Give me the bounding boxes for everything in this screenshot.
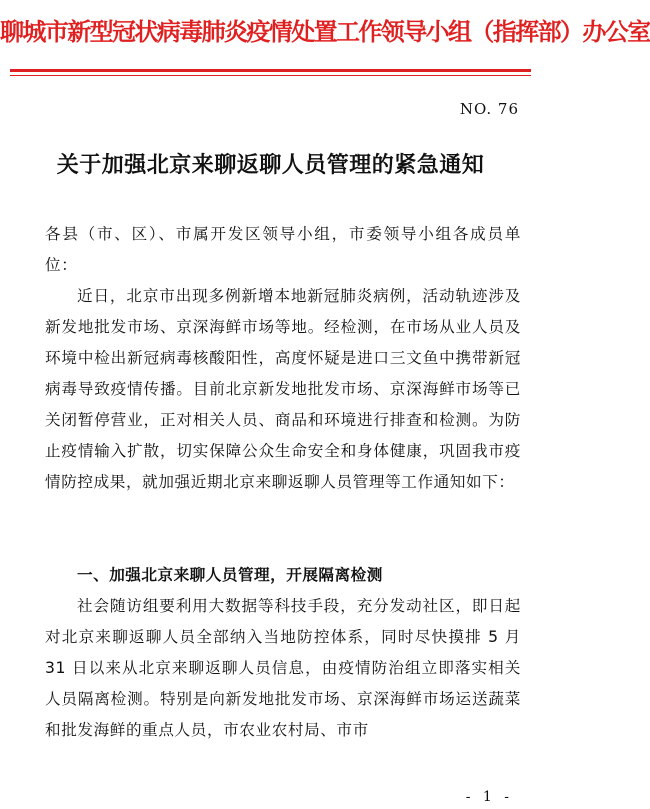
salutation: 各县（市、区）、市属开发区领导小组，市委领导小组各成员单位： (45, 225, 521, 274)
issuing-authority-header: 聊城市新型冠状病毒肺炎疫情处置工作领导小组（指挥部）办公室 (0, 17, 650, 46)
paragraph-section-1: 社会随访组要利用大数据等科技手段，充分发动社区，即日起对北京来聊返聊人员全部纳入当地防控体系，同时尽快摸排 5 月 31 日以来从北京来聊返聊人员信息，由疫情防治组立即落实相关人员隔离检测。特别是向新发地批发市场、京深海鲜市场运送蔬菜和批发海鲜的重点人员，市农业农村局、市市 (45, 597, 521, 739)
section-heading-1: 一、加强北京来聊人员管理，开展隔离检测 (77, 566, 383, 584)
document-title: 关于加强北京来聊返聊人员管理的紧急通知 (56, 152, 485, 178)
paragraph-intro: 近日，北京市出现多例新增本地新冠肺炎病例，活动轨迹涉及新发地批发市场、京深海鲜市场等地。经检测，在市场从业人员及环境中检出新冠病毒核酸阳性，高度怀疑是进口三文鱼中携带新冠病毒导致疫情传播。目前北京新发地批发市场、京深海鲜市场等已关闭暂停营业，正对相关人员、商品和环境进行排查和检测。为防止疫情输入扩散，切实保障公众生命安全和身体健康，巩固我市疫情防控成果，就加强近期北京来聊返聊人员管理等工作通知如下： (45, 287, 521, 491)
page-number: - 1 - (465, 789, 513, 805)
document-number: NO. 76 (459, 100, 519, 118)
header-red-rule-thin (10, 75, 531, 76)
header-red-rule-thick (10, 69, 531, 72)
